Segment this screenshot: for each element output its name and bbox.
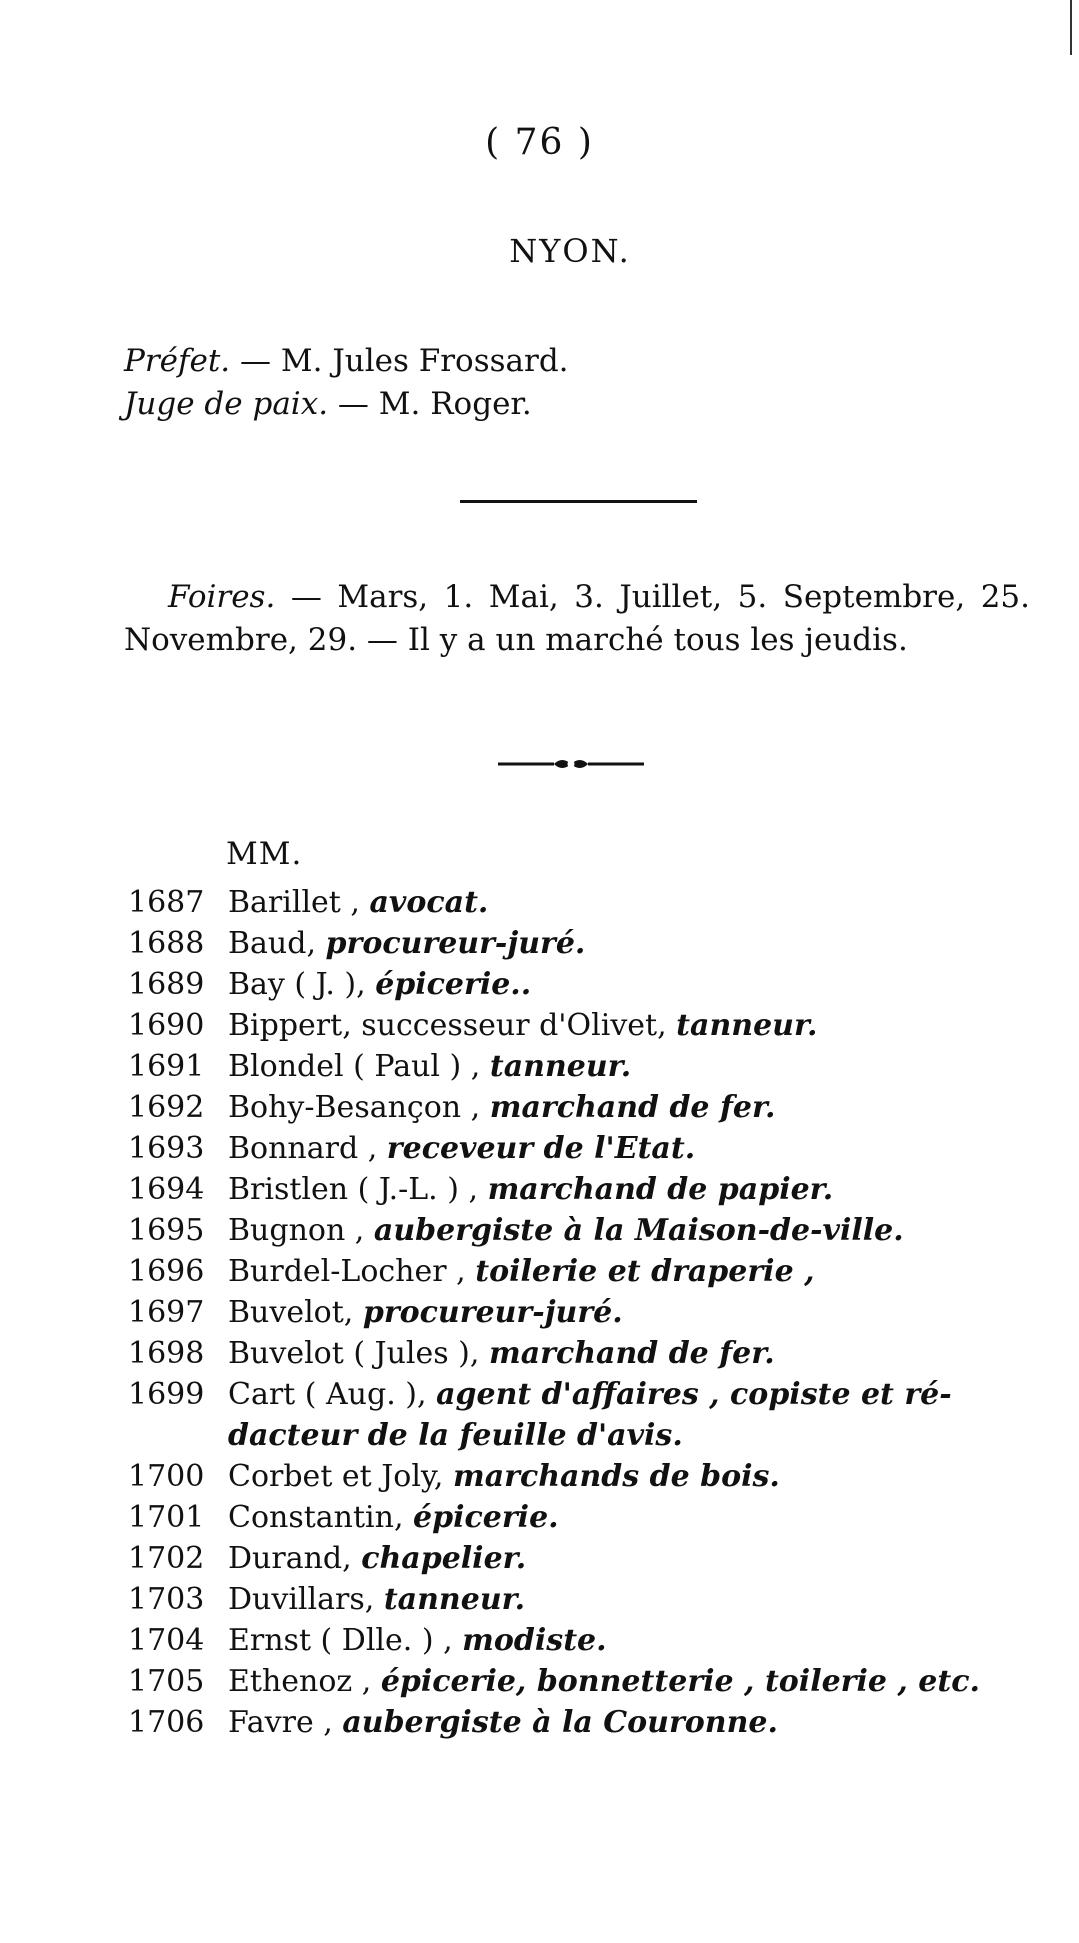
entry-name: Bonnard , <box>228 1131 387 1166</box>
entry-body <box>228 1087 1058 1128</box>
entry-occupation: avocat. <box>369 885 489 920</box>
entry-name: Blondel ( Paul ) , <box>228 1049 490 1084</box>
list-item <box>128 882 1058 923</box>
entry-occupation: épicerie. <box>413 1500 559 1535</box>
entry-body <box>228 1538 1058 1579</box>
entry-name: Bippert, successeur d'Olivet, <box>228 1008 677 1043</box>
entry-occupation: marchand de fer. <box>488 1336 775 1371</box>
entry-name: Bugnon , <box>228 1213 374 1248</box>
list-item <box>128 1661 1058 1702</box>
entry-occupation: tanneur. <box>489 1049 632 1084</box>
entry-occupation-continued: dacteur de la feuille d'avis. <box>228 1418 683 1453</box>
entry-occupation: épicerie.. <box>375 967 532 1002</box>
entry-name: Cart ( Aug. ), <box>228 1377 437 1412</box>
entry-occupation: procureur-juré. <box>325 926 586 961</box>
entry-occupation: modiste. <box>462 1623 607 1658</box>
entry-number: 1705 <box>128 1664 205 1699</box>
official-juge <box>124 383 569 426</box>
entry-occupation: marchands de bois. <box>452 1459 780 1494</box>
entry-occupation: aubergiste à la Couronne. <box>342 1705 778 1740</box>
entry-number: 1700 <box>128 1459 205 1494</box>
entry-number: 1691 <box>128 1049 205 1084</box>
entry-number: 1701 <box>128 1500 205 1535</box>
entry-number: 1687 <box>128 885 205 920</box>
entry-body <box>228 1169 1058 1210</box>
list-item <box>128 1087 1058 1128</box>
list-item <box>128 1251 1058 1292</box>
entry-occupation: marchand de papier. <box>487 1172 834 1207</box>
list-item <box>128 1497 1058 1538</box>
entry-name: Buvelot, <box>228 1295 363 1330</box>
entry-occupation: chapelier. <box>361 1541 527 1576</box>
foires-text: — Mars, 1. Mai, 3. Juillet, 5. Septembre, 25. Novembre, 29. — Il y a un marché tous les jeudis. <box>124 579 1030 658</box>
list-item <box>128 1333 1058 1374</box>
entry-body <box>228 1292 1058 1333</box>
officials-block <box>124 340 569 426</box>
section-divider-rule <box>460 500 697 503</box>
official-name: — M. Roger. <box>328 386 532 422</box>
entry-occupation: toilerie et draperie , <box>475 1254 815 1289</box>
list-item <box>128 1210 1058 1251</box>
entry-body <box>228 1702 1058 1743</box>
entry-occupation: épicerie, bonnetterie , toilerie , etc. <box>380 1664 980 1699</box>
entry-name: Ernst ( Dlle. ) , <box>228 1623 463 1658</box>
mm-label: MM. <box>226 836 303 872</box>
page-edge-line <box>1070 0 1072 55</box>
list-item <box>128 1292 1058 1333</box>
entry-name: Baud, <box>228 926 326 961</box>
entry-number: 1702 <box>128 1541 205 1576</box>
entry-number: 1698 <box>128 1336 205 1371</box>
entry-body <box>228 1374 1058 1456</box>
entry-name: Bay ( J. ), <box>228 967 376 1002</box>
foires-lead: Foires. <box>168 579 276 615</box>
entry-number: 1688 <box>128 926 205 961</box>
entry-occupation: tanneur. <box>676 1008 818 1043</box>
list-item <box>128 1169 1058 1210</box>
entry-occupation: receveur de l'Etat. <box>386 1131 696 1166</box>
list-item <box>128 1620 1058 1661</box>
entry-body <box>228 1046 1058 1087</box>
list-item <box>128 1538 1058 1579</box>
entry-number: 1696 <box>128 1254 205 1289</box>
entry-name: Durand, <box>228 1541 362 1576</box>
entry-occupation: tanneur. <box>383 1582 526 1617</box>
entry-name: Ethenoz , <box>228 1664 381 1699</box>
entry-body <box>228 923 1058 964</box>
list-item <box>128 1456 1058 1497</box>
entry-name: Corbet et Joly, <box>228 1459 453 1494</box>
foires-paragraph <box>124 576 1030 662</box>
list-item <box>128 1579 1058 1620</box>
entry-name: Buvelot ( Jules ), <box>228 1336 489 1371</box>
list-item <box>128 1374 1058 1456</box>
official-role: Préfet. <box>124 343 231 379</box>
list-item <box>128 964 1058 1005</box>
directory-list <box>128 882 1058 1743</box>
entry-body <box>228 1497 1058 1538</box>
entry-number: 1693 <box>128 1131 205 1166</box>
town-heading: NYON. <box>509 232 631 270</box>
entry-name: Burdel-Locher , <box>228 1254 476 1289</box>
entry-body <box>228 1210 1058 1251</box>
entry-body <box>228 1251 1058 1292</box>
list-item <box>128 1128 1058 1169</box>
entry-number: 1690 <box>128 1008 205 1043</box>
list-item <box>128 923 1058 964</box>
entry-number: 1706 <box>128 1705 205 1740</box>
entry-body <box>228 1333 1058 1374</box>
entry-number: 1697 <box>128 1295 205 1330</box>
entry-occupation: agent d'affaires , copiste et ré- <box>436 1377 952 1412</box>
entry-occupation: marchand de fer. <box>489 1090 776 1125</box>
entry-name: Barillet , <box>228 885 370 920</box>
official-name: — M. Jules Frossard. <box>230 343 569 379</box>
official-prefet <box>124 340 569 383</box>
list-item <box>128 1046 1058 1087</box>
entry-occupation: procureur-juré. <box>362 1295 623 1330</box>
entry-name: Bristlen ( J.-L. ) , <box>228 1172 488 1207</box>
entry-occupation: aubergiste à la Maison-de-ville. <box>373 1213 904 1248</box>
entry-number: 1692 <box>128 1090 205 1125</box>
entry-body <box>228 1456 1058 1497</box>
entry-body <box>228 964 1058 1005</box>
entry-body <box>228 1661 1058 1702</box>
entry-body <box>228 1128 1058 1169</box>
entry-number: 1689 <box>128 967 205 1002</box>
list-item <box>128 1702 1058 1743</box>
official-role: Juge de paix. <box>124 386 329 422</box>
entry-body <box>228 1005 1058 1046</box>
entry-number: 1695 <box>128 1213 205 1248</box>
ornament-divider <box>496 752 646 776</box>
page-number: ( 76 ) <box>485 122 594 163</box>
entry-body <box>228 1620 1058 1661</box>
entry-name: Favre , <box>228 1705 343 1740</box>
entry-number: 1694 <box>128 1172 205 1207</box>
entry-number: 1703 <box>128 1582 205 1617</box>
entry-number: 1704 <box>128 1623 205 1658</box>
entry-name: Bohy-Besançon , <box>228 1090 490 1125</box>
entry-body <box>228 1579 1058 1620</box>
list-item <box>128 1005 1058 1046</box>
entry-name: Constantin, <box>228 1500 414 1535</box>
entry-number: 1699 <box>128 1377 205 1412</box>
entry-body <box>228 882 1058 923</box>
entry-name: Duvillars, <box>228 1582 384 1617</box>
